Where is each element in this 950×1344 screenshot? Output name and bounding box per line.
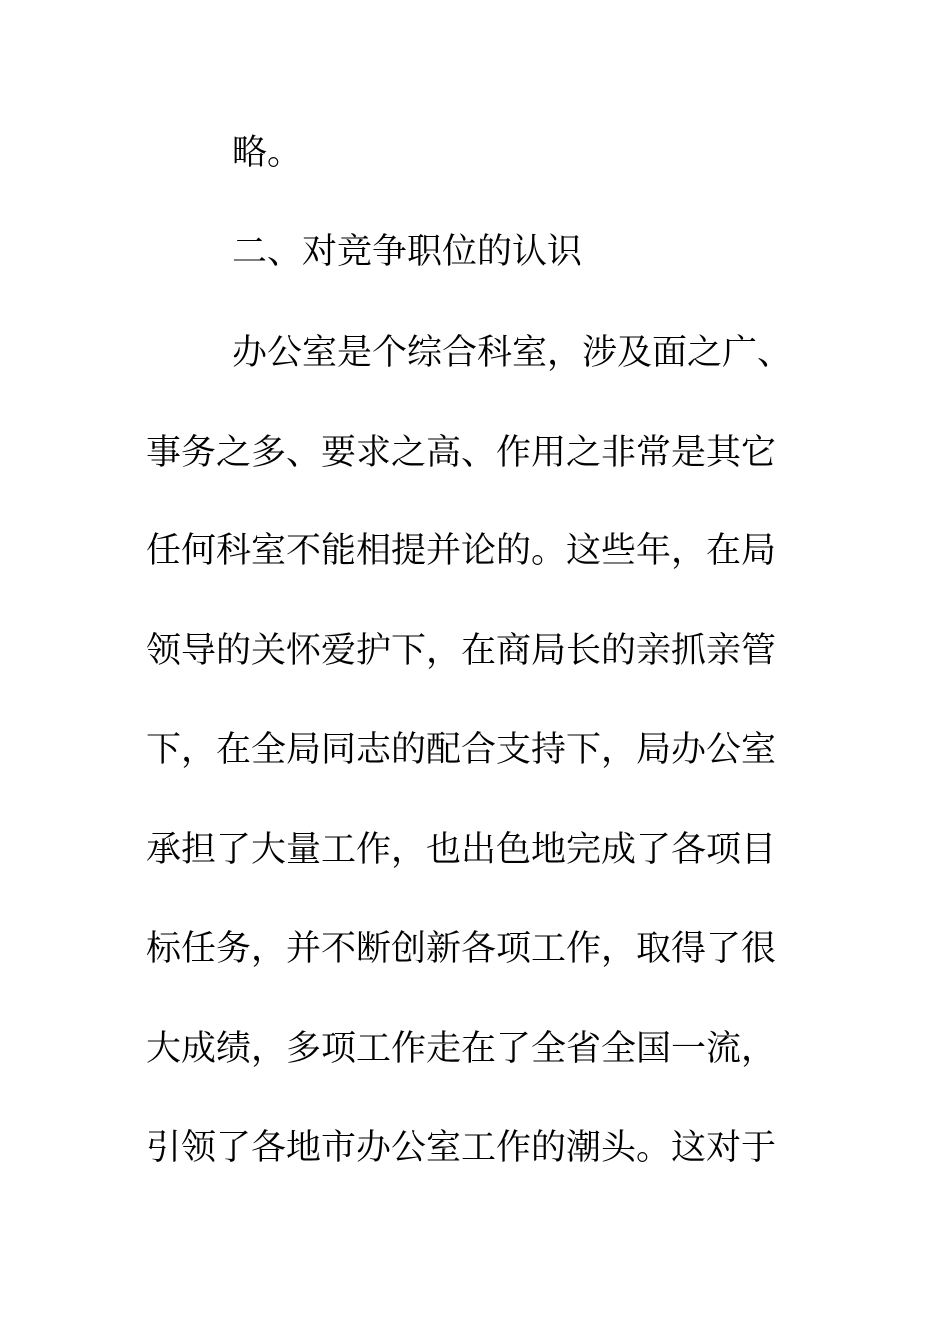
text-line-4: 事务之多、要求之高、作用之非常是其它 [146, 433, 777, 473]
text-line-6: 领导的关怀爱护下，在商局长的亲抓亲管 [146, 631, 777, 671]
text-line-1: 略。 [232, 133, 303, 173]
text-line-11: 引领了各地市办公室工作的潮头。这对于 [146, 1128, 777, 1168]
text-line-10: 大成绩，多项工作走在了全省全国一流， [146, 1029, 777, 1069]
text-line-9: 标任务，并不断创新各项工作，取得了很 [146, 929, 777, 969]
text-line-3: 办公室是个综合科室，涉及面之广、 [232, 333, 793, 373]
text-line-5: 任何科室不能相提并论的。这些年，在局 [146, 531, 777, 571]
text-line-7: 下，在全局同志的配合支持下，局办公室 [146, 730, 777, 770]
section-heading: 二、对竞争职位的认识 [232, 232, 583, 272]
text-line-8: 承担了大量工作，也出色地完成了各项目 [146, 830, 777, 870]
